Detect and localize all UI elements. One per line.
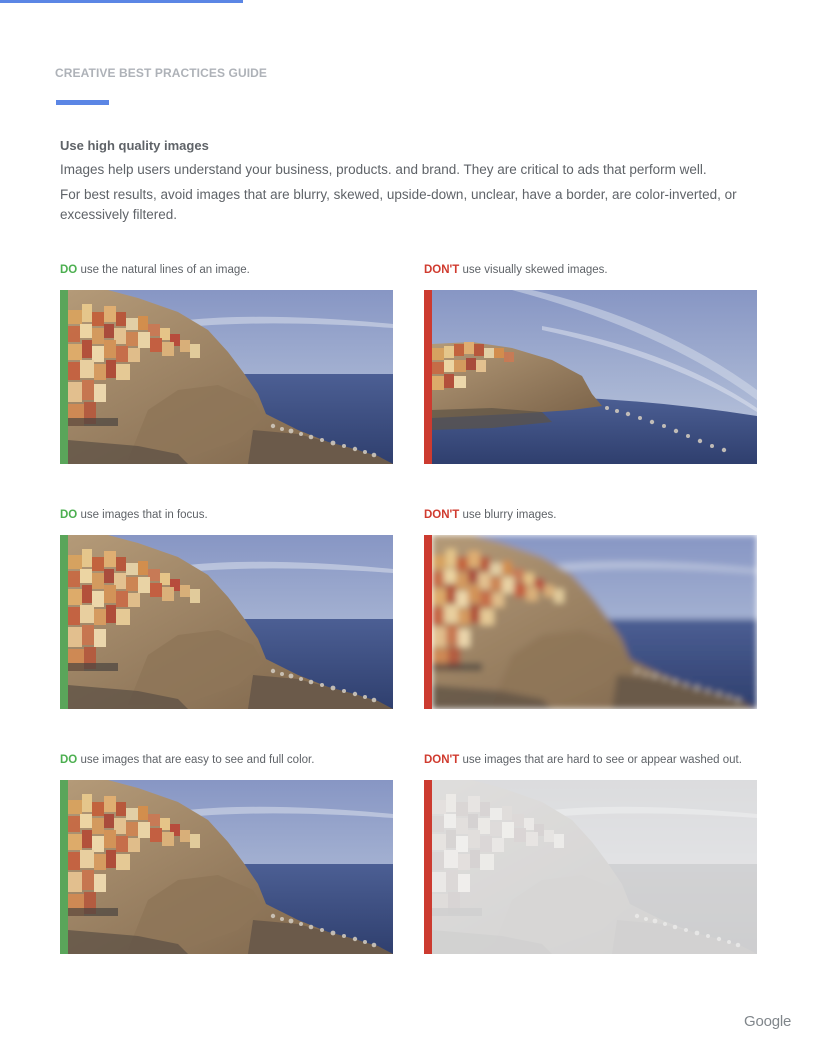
example-image-frame [424,780,757,954]
dont-indicator-stripe [424,535,432,709]
washed-out-coastal-village-photo [432,780,757,954]
intro-paragraph-1: Images help users understand your business, products. and brand. They are critical to ads that perform well. [60,162,707,177]
example-image-frame [424,290,757,464]
example-caption [60,509,208,521]
example-image-frame [60,535,393,709]
do-tag: DO [60,509,78,521]
caption-text: use visually skewed images. [459,264,608,276]
intro-paragraph-2: For best results, avoid images that are blurry, skewed, upside-down, unclear, have a border, are color-inverted, or excessively filtered. [60,187,737,222]
coastal-village-photo [68,290,393,464]
caption-text: use images that are easy to see and full color. [77,754,315,766]
example-image-frame [60,290,393,464]
caption-text: use blurry images. [459,509,557,521]
section-heading: Use high quality images [60,138,209,153]
example-image-frame [60,780,393,954]
caption-text: use the natural lines of an image. [77,264,250,276]
top-accent-bar [0,0,243,3]
title-underline [56,100,109,105]
dont-tag: DON'T [424,264,460,276]
coastal-village-photo [68,535,393,709]
do-indicator-stripe [60,290,68,464]
caption-text: use images that are hard to see or appear washed out. [459,754,742,766]
skewed-coastal-village-photo [432,290,757,464]
do-indicator-stripe [60,535,68,709]
example-caption [424,509,556,521]
coastal-village-photo [68,780,393,954]
dont-indicator-stripe [424,290,432,464]
example-caption [424,754,742,766]
example-image-frame [424,535,757,709]
dont-indicator-stripe [424,780,432,954]
example-caption [60,264,250,276]
blurry-coastal-village-photo [432,535,757,709]
do-indicator-stripe [60,780,68,954]
dont-tag: DON'T [424,509,460,521]
do-tag: DO [60,754,78,766]
guide-title: CREATIVE BEST PRACTICES GUIDE [55,66,268,80]
google-logo: Google [744,1013,792,1030]
example-caption [60,754,314,766]
dont-tag: DON'T [424,754,460,766]
do-tag: DO [60,264,78,276]
caption-text: use images that in focus. [77,509,208,521]
example-caption [424,264,608,276]
